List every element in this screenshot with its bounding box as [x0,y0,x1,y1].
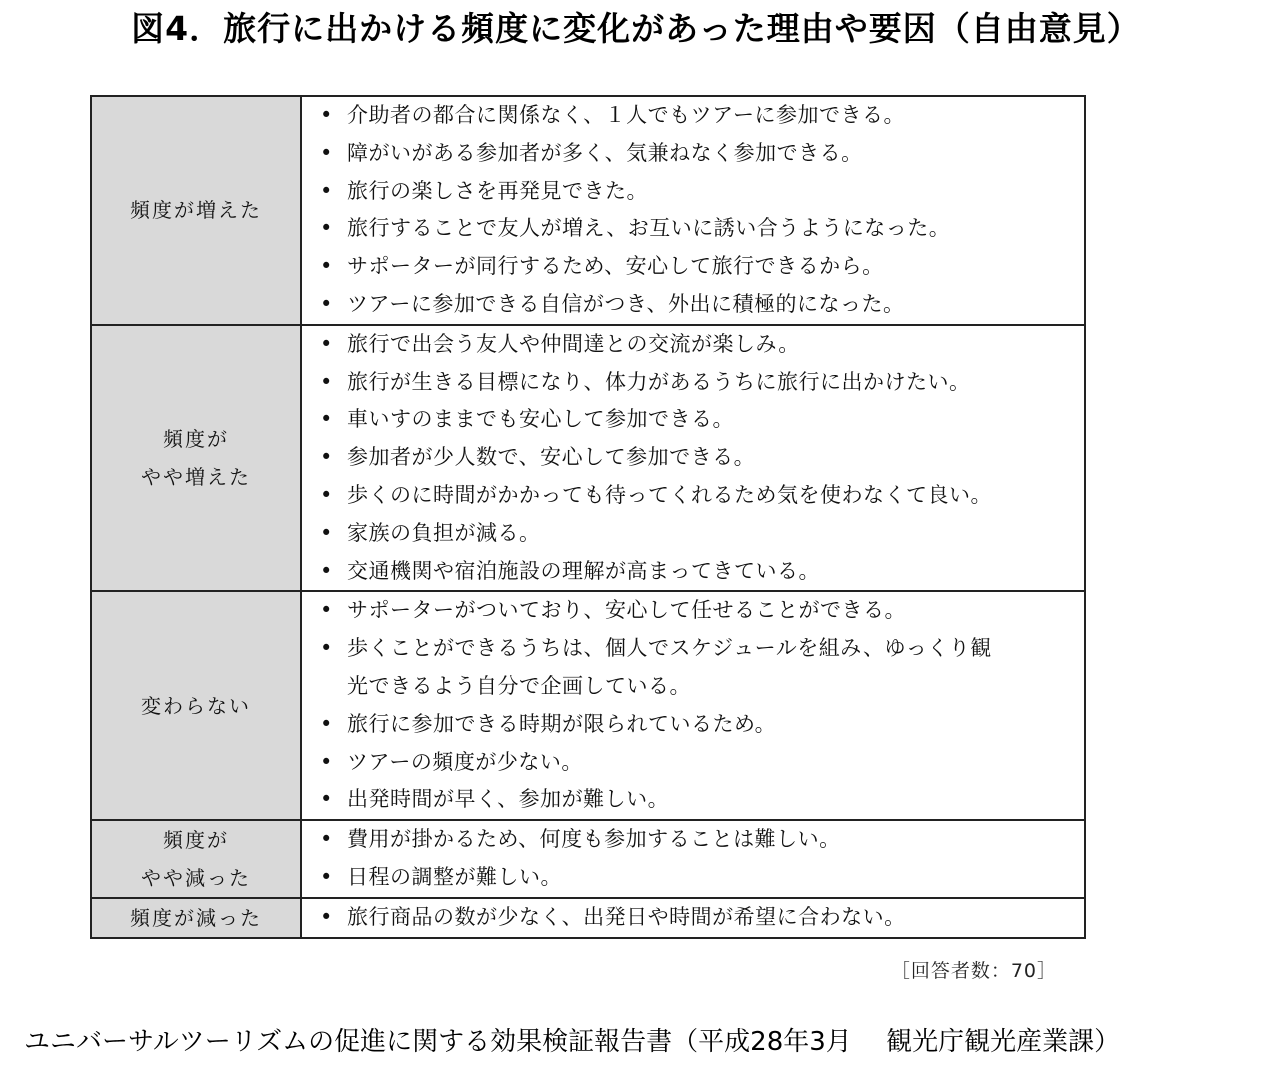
category-cell [91,96,301,325]
reason-item [302,899,1084,937]
table-row [91,591,1085,820]
reason-item [302,821,1084,859]
reason-item [302,401,1084,439]
reason-text: 旅行が生きる目標になり、体力があるうちに旅行に出かけたい。 [347,369,971,394]
reason-item [302,515,1084,553]
reasons-cell [301,96,1085,325]
reason-text: サポーターが同行するため、安心して旅行できるから。 [347,254,884,279]
reason-text: 歩くことができるうちは、個人でスケジュールを組み、ゆっくり観 [347,636,992,661]
reason-text: サポーターがついており、安心して任せることができる。 [347,598,906,623]
reason-text: 交通機関や宿泊施設の理解が高まってきている。 [347,558,820,583]
reasons-cell [301,820,1085,898]
reason-text: 旅行の楽しさを再発見できた。 [347,178,648,203]
reason-item [302,630,1084,706]
reason-item [302,744,1084,782]
reason-text: 旅行商品の数が少なく、出発日や時間が希望に合わない。 [347,905,906,930]
reasons-cell [301,898,1085,938]
category-label: 頻度が減った [130,906,262,931]
reason-text: 介助者の都合に関係なく、１人でもツアーに参加できる。 [347,103,905,127]
reasons-cell [301,591,1085,820]
reasons-table [90,95,1086,939]
reason-text: 歩くのに時間がかかっても待ってくれるため気を使わなくて良い。 [347,482,992,507]
respondent-count: ［回答者数：70］ [890,960,1057,982]
reasons-cell [301,325,1085,592]
reason-item [302,173,1084,211]
category-label: 変わらない [141,693,251,718]
reason-item [302,553,1084,591]
category-label: やや増えた [141,465,251,490]
reason-item [302,97,1084,135]
reason-item [302,859,1084,897]
reason-text: 出発時間が早く、参加が難しい。 [347,787,670,812]
reason-text: 車いすのままでも安心して参加できる。 [347,407,734,432]
reason-text: ツアーに参加できる自信がつき、外出に積極的になった。 [347,291,905,316]
category-cell [91,591,301,820]
reason-item [302,364,1084,402]
reason-item [302,210,1084,248]
category-label: 頻度が [163,828,229,853]
reason-item [302,477,1084,515]
reason-item [302,286,1084,324]
reason-text: 家族の負担が減る。 [347,520,541,545]
table-row [91,898,1085,938]
category-label: 頻度が増えた [130,198,262,223]
category-cell [91,820,301,898]
reason-text: 日程の調整が難しい。 [347,864,562,889]
reason-text: 旅行することで友人が増え、お互いに誘い合うようになった。 [347,216,951,241]
reason-text: ツアーの頻度が少ない。 [347,749,583,774]
reason-item [302,592,1084,630]
reason-item [302,706,1084,744]
page-title: 図4．旅行に出かける頻度に変化があった理由や要因（自由意見） [131,9,1141,48]
reason-item [302,135,1084,173]
reason-text: 旅行に参加できる時期が限られているため。 [347,711,777,736]
table-row [91,325,1085,592]
reason-item [302,781,1084,819]
category-cell [91,898,301,938]
reasons-table-body [91,96,1085,938]
reason-text: 費用が掛かるため、何度も参加することは難しい。 [347,827,841,852]
reason-item [302,439,1084,477]
source-citation: ユニバーサルツーリズムの促進に関する効果検証報告書（平成28年3月 観光庁観光産業課） [24,1027,1121,1057]
reason-text: 光できるよう自分で企画している。 [347,673,691,698]
category-label: 頻度が [163,427,229,452]
reason-text: 障がいがある参加者が多く、気兼ねなく参加できる。 [347,140,863,165]
reason-text: 旅行で出会う友人や仲間達との交流が楽しみ。 [347,331,800,356]
category-label: やや減った [141,866,251,891]
reason-item [302,248,1084,286]
reason-text: 参加者が少人数で、安心して参加できる。 [347,445,756,470]
reason-item [302,326,1084,364]
table-row [91,96,1085,325]
table-row [91,820,1085,898]
category-cell [91,325,301,592]
